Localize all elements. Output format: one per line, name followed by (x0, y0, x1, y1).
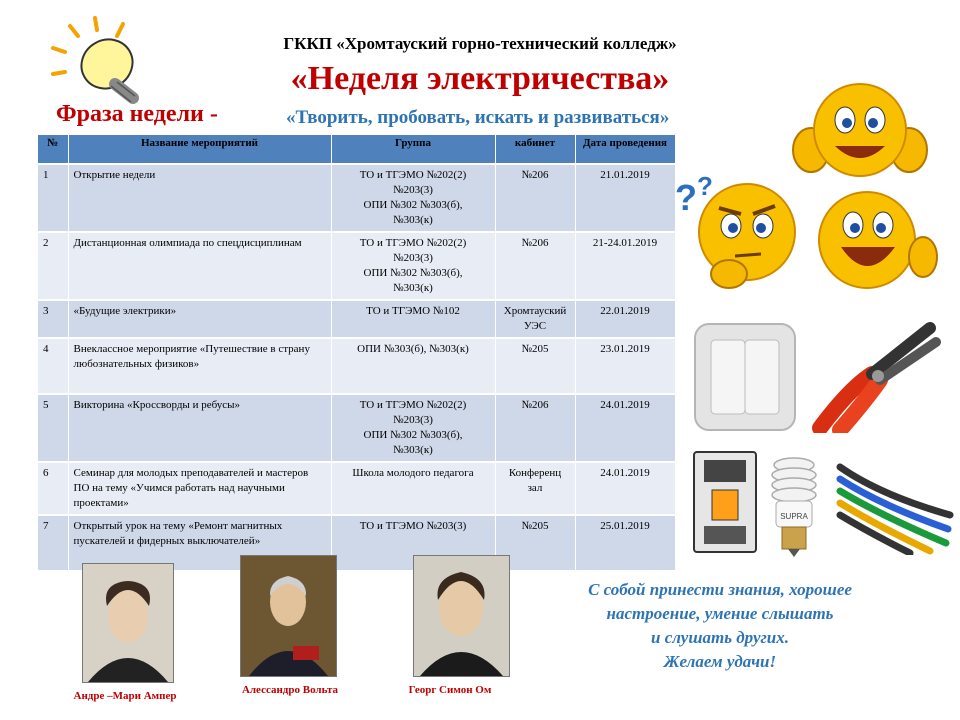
event-name: «Будущие электрики» (68, 300, 331, 338)
event-group (331, 462, 495, 515)
event-date: 22.01.2019 (575, 300, 675, 338)
row-number: 1 (38, 164, 68, 232)
event-date: 24.01.2019 (575, 462, 675, 515)
event-room: Хромтауский УЭС (495, 300, 575, 338)
header-date: Дата проведения (575, 135, 675, 164)
closing-line-1: С собой принести знания, хорошее (588, 580, 852, 599)
group-line: №203(3) (393, 414, 433, 426)
laughing-emoji-icon (805, 185, 940, 295)
row-number: 7 (38, 515, 68, 571)
group-line: ТО и ТГЭМО №202(2) (359, 399, 467, 411)
ampere-portrait (82, 563, 174, 683)
event-group (331, 164, 495, 232)
ampere-name: Андре –Мари Ампер (73, 690, 177, 702)
table-row (38, 164, 675, 232)
volta-name: Алессандро Вольта (241, 684, 339, 696)
event-name: Внеклассное мероприятие «Путешествие в страну любознательных физиков» (68, 338, 331, 394)
event-date: 25.01.2019 (575, 515, 675, 571)
phrase-text: «Творить, пробовать, искать и развиваться» (286, 107, 670, 128)
volta-portrait (240, 555, 337, 677)
phrase-label: Фраза недели - (56, 101, 218, 127)
group-line: ОПИ №302 №303(б), (363, 199, 463, 211)
event-room: №205 (495, 515, 575, 571)
group-line: ОПИ №302 №303(б), (363, 429, 463, 441)
events-table (38, 135, 676, 572)
closing-line-3: и слушать других. (651, 628, 789, 647)
event-name: Открытый урок на тему «Ремонт магнитных пускателей и фидерных выключателей» (68, 515, 331, 571)
group-line: №303(к) (393, 444, 433, 456)
row-number: 6 (38, 462, 68, 515)
circuit-breaker-image (690, 450, 760, 555)
page-title: «Неделя электричества» (290, 60, 670, 97)
group-line: ТО и ТГЭМО №202(2) (359, 169, 467, 181)
event-group (331, 338, 495, 394)
table-row (38, 300, 675, 338)
event-date: 23.01.2019 (575, 338, 675, 394)
header-group: Группа (331, 135, 495, 164)
thumbs-up-emoji-icon (785, 78, 935, 188)
group-line: №203(3) (393, 184, 433, 196)
group-line: №303(к) (393, 214, 433, 226)
table-row (38, 338, 675, 394)
row-number: 2 (38, 232, 68, 300)
group-line: №303(к) (393, 282, 433, 294)
event-date: 21.01.2019 (575, 164, 675, 232)
event-name: Викторина «Кроссворды и ребусы» (68, 394, 331, 462)
closing-line-4: Желаем удачи! (663, 652, 777, 671)
svg-text:?: ? (675, 177, 697, 218)
event-name: Семинар для молодых преподавателей и мастеров ПО на тему «Учимся работать над научными проектами» (68, 462, 331, 515)
table-row (38, 462, 675, 515)
event-group (331, 232, 495, 300)
row-number: 3 (38, 300, 68, 338)
event-room: №205 (495, 338, 575, 394)
event-room: №206 (495, 164, 575, 232)
event-group (331, 300, 495, 338)
event-group (331, 394, 495, 462)
college-name: ГККП «Хромтауский горно-технический колледж» (283, 34, 677, 53)
event-room: №206 (495, 232, 575, 300)
row-number: 4 (38, 338, 68, 394)
event-name: Открытие недели (68, 164, 331, 232)
event-room: №206 (495, 394, 575, 462)
ohm-portrait (413, 555, 510, 677)
header-name: Название мероприятий (68, 135, 331, 164)
pliers-image (810, 318, 945, 433)
group-line: №203(3) (393, 252, 433, 264)
row-number: 5 (38, 394, 68, 462)
cables-image (830, 455, 955, 555)
group-line: ОПИ №303(б), №303(к) (357, 343, 469, 355)
table-row (38, 394, 675, 462)
ohm-name: Георг Симон Ом (408, 684, 492, 696)
closing-line-2: настроение, умение слышать (606, 604, 834, 623)
event-date: 21-24.01.2019 (575, 232, 675, 300)
thinking-emoji-icon (675, 170, 805, 300)
group-line: Школа молодого педагога (352, 467, 474, 479)
lamp-brand-label: SUPRA (780, 512, 808, 521)
light-switch-image (693, 320, 798, 435)
event-name: Дистанционная олимпиада по спецдисциплинам (68, 232, 331, 300)
energy-saving-lamp-image (762, 455, 827, 560)
header-room: кабинет (495, 135, 575, 164)
event-room: Конференц зал (495, 462, 575, 515)
group-line: ОПИ №302 №303(б), (363, 267, 463, 279)
closing-message (520, 578, 920, 674)
group-line: ТО и ТГЭМО №202(2) (359, 237, 467, 249)
table-header-row (38, 135, 675, 164)
group-line: ТО и ТГЭМО №102 (366, 305, 460, 317)
group-line: ТО и ТГЭМО №203(3) (359, 520, 467, 532)
svg-text:?: ? (697, 171, 713, 201)
event-date: 24.01.2019 (575, 394, 675, 462)
table-row (38, 232, 675, 300)
light-bulb-icon (45, 12, 155, 112)
header-num: № (38, 135, 68, 164)
